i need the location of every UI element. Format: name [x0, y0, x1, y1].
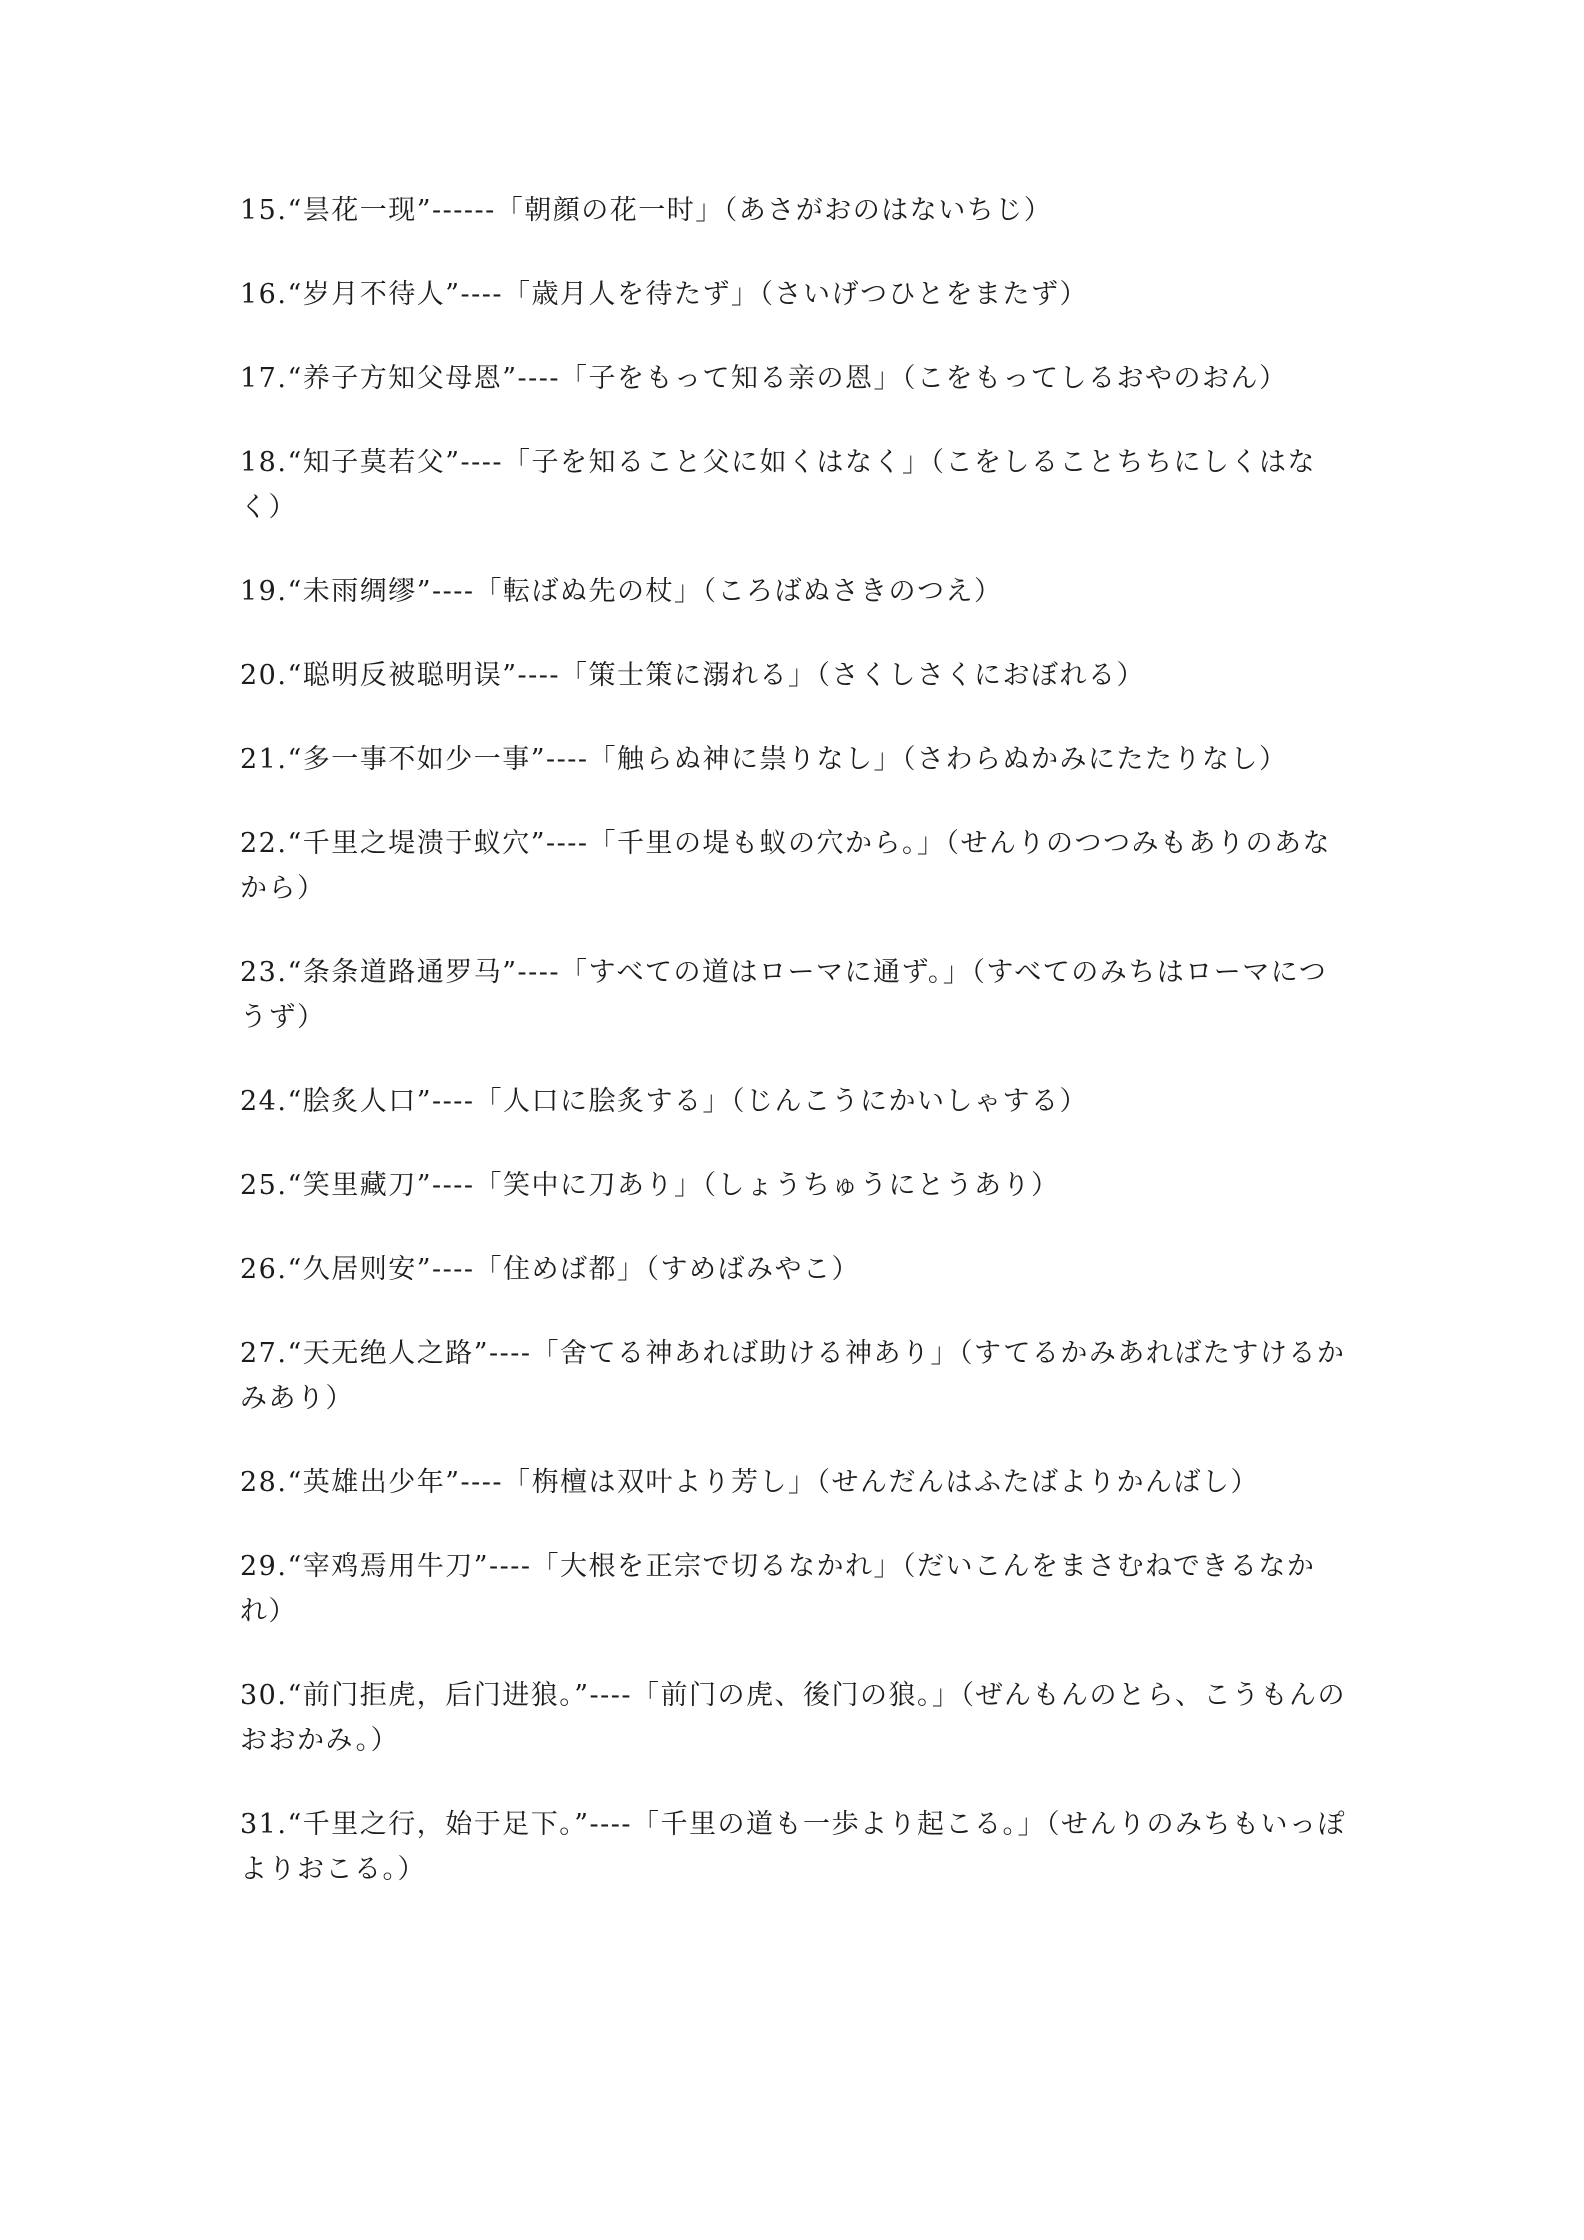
proverb-entry-17: 17.“养子方知父母恩”----「子をもって知る亲の恩」（こをもってしるおやのおん） — [240, 363, 1288, 394]
proverb-list — [240, 188, 1350, 1931]
proverb-entry-24: 24.“脍炙人口”----「人口に脍炙する」（じんこうにかいしゃする） — [240, 1086, 1089, 1117]
proverb-entry-27: 27.“天无绝人之路”----「舍てる神あれば助ける神あり」（すてるかみあればたすけるかみあり） — [240, 1338, 1346, 1414]
proverb-entry-16: 16.“岁月不待人”----「歳月人を待たず」（さいげつひとをまたず） — [240, 279, 1089, 310]
proverb-entry-26: 26.“久居则安”----「住めば都」（すめばみやこ） — [240, 1254, 861, 1285]
proverb-entry-18: 18.“知子莫若父”----「子を知ること父に如くはなく」（こをしることちちにしくはなく） — [240, 447, 1317, 523]
proverb-entry-21: 21.“多一事不如少一事”----「触らぬ神に祟りなし」（さわらぬかみにたたりなし） — [240, 744, 1288, 775]
proverb-entry-22: 22.“千里之堤溃于蚁穴”----「千里の堤も蚁の穴から。」（せんりのつつみもありのあなから） — [240, 828, 1332, 904]
proverb-entry-19: 19.“未雨绸缪”----「転ばぬ先の杖」（ころばぬさきのつえ） — [240, 576, 1003, 607]
proverb-entry-29: 29.“宰鸡焉用牛刀”----「大根を正宗で切るなかれ」（だいこんをまさむねできるなかれ） — [240, 1551, 1316, 1627]
proverb-entry-15: 15.“昙花一现”------「朝顔の花一时」（あさがおのはないちじ） — [240, 195, 1053, 226]
proverb-entry-23: 23.“条条道路通罗马”----「すべての道はローマに通ず。」（すべてのみちはローマにつうず） — [240, 957, 1328, 1033]
proverb-entry-25: 25.“笑里藏刀”----「笑中に刀あり」（しょうちゅうにとうあり） — [240, 1170, 1060, 1201]
proverb-entry-30: 30.“前门拒虎，后门进狼。”----「前门の虎、後门の狼。」（ぜんもんのとら、こうもんのおおかみ。） — [240, 1680, 1347, 1756]
proverb-entry-20: 20.“聪明反被聪明误”----「策士策に溺れる」（さくしさくにおぼれる） — [240, 660, 1146, 691]
proverb-entry-28: 28.“英雄出少年”----「栴檀は双叶より芳し」（せんだんはふたばよりかんばし） — [240, 1467, 1260, 1498]
proverb-entry-31: 31.“千里之行，始于足下。”----「千里の道も一歩より起こる。」（せんりのみちもいっぽよりおこる。） — [240, 1809, 1347, 1885]
